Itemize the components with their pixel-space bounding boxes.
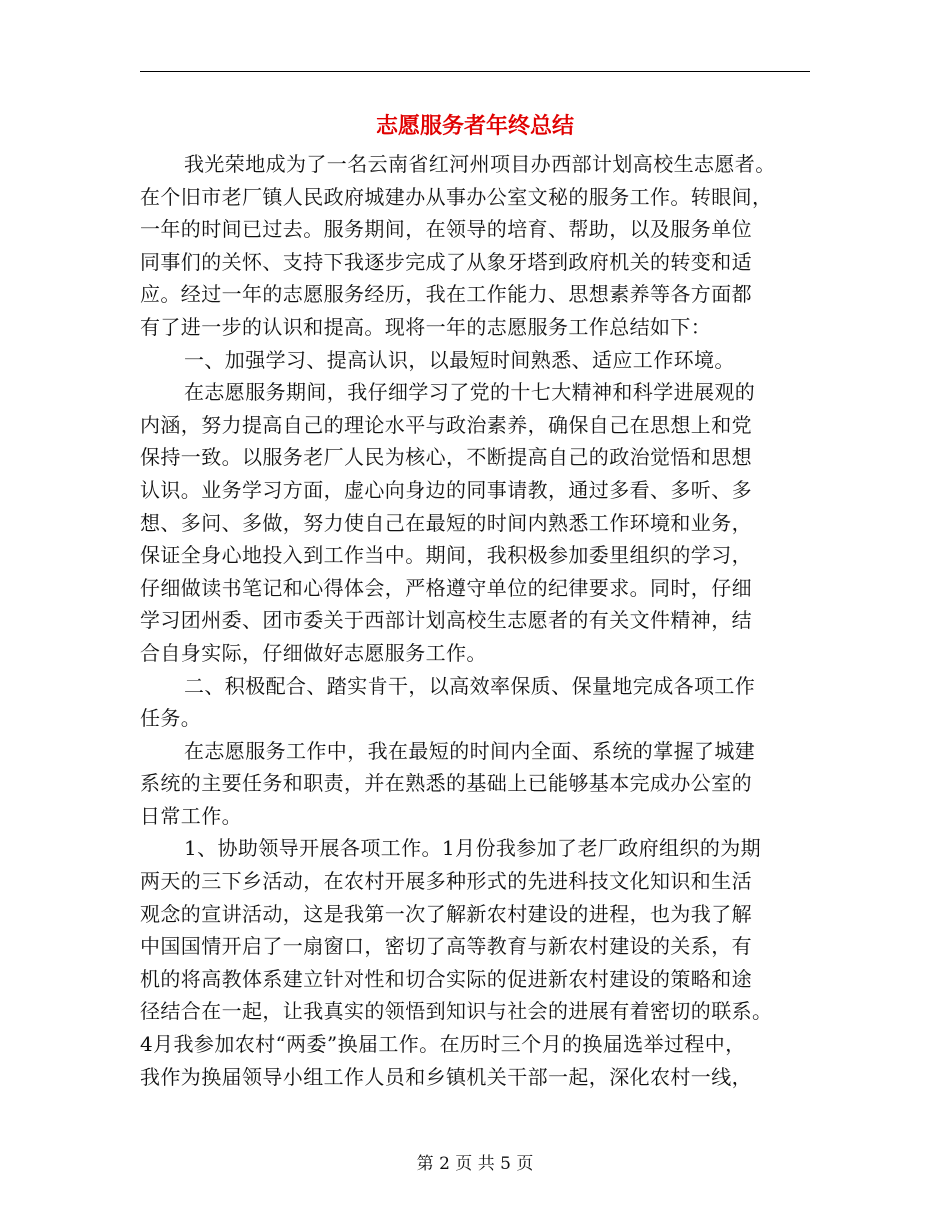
body-line: 中国国情开启了一扇窗口，密切了高等教育与新农村建设的关系，有 [140, 934, 752, 959]
body-line: 认识。业务学习方面，虚心向身边的同事请教，通过多看、多听、多 [140, 477, 752, 502]
body-line: 我作为换届领导小组工作人员和乡镇机关干部一起，深化农村一线， [140, 1064, 752, 1089]
header-rule [140, 71, 810, 72]
body-line: 机的将高教体系建立针对性和切合实际的促进新农村建设的策略和途 [140, 966, 752, 991]
body-line: 在志愿服务工作中，我在最短的时间内全面、系统的掌握了城建 [184, 738, 756, 763]
body-line: 日常工作。 [140, 803, 242, 828]
body-line: 有了进一步的认识和提高。现将一年的志愿服务工作总结如下： [140, 314, 712, 339]
document-title: 志愿服务者年终总结 [375, 113, 574, 139]
document-body [140, 148, 815, 1093]
body-line: 想、多问、多做，努力使自己在最短的时间内熟悉工作环境和业务， [140, 510, 752, 535]
body-line: 在志愿服务期间，我仔细学习了党的十七大精神和科学进展观的 [184, 380, 756, 405]
body-line: 仔细做读书笔记和心得体会，严格遵守单位的纪律要求。同时，仔细 [140, 575, 752, 600]
body-line: 我光荣地成为了一名云南省红河州项目办西部计划高校生志愿者。 [184, 152, 776, 176]
body-line: 保持一致。以服务老厂人民为核心，不断提高自己的政治觉悟和思想 [140, 445, 752, 470]
body-line: 学习团州委、团市委关于西部计划高校生志愿者的有关文件精神，结 [140, 608, 752, 633]
body-line: 在个旧市老厂镇人民政府城建办从事办公室文秘的服务工作。转眼间， [140, 184, 773, 209]
body-line: 1、协助领导开展各项工作。1月份我参加了老厂政府组织的为期 [184, 836, 762, 861]
body-line: 4月我参加农村“两委”换届工作。在历时三个月的换届选举过程中， [140, 1032, 746, 1057]
body-line: 合自身实际，仔细做好志愿服务工作。 [140, 640, 487, 665]
body-line: 内涵，努力提高自己的理论水平与政治素养，确保自己在思想上和党 [140, 412, 752, 437]
page-footer: 第 2 页 共 5 页 [416, 1154, 534, 1174]
body-line: 观念的宣讲活动，这是我第一次了解新农村建设的进程，也为我了解 [140, 901, 752, 926]
body-line: 径结合在一起，让我真实的领悟到知识与社会的进展有着密切的联系。 [140, 999, 773, 1024]
body-line: 应。经过一年的志愿服务经历，我在工作能力、思想素养等各方面都 [140, 282, 752, 307]
body-line: 二、积极配合、踏实肯干，以高效率保质、保量地完成各项工作 [184, 673, 756, 698]
body-line: 两天的三下乡活动，在农村开展多种形式的先进科技文化知识和生活 [140, 869, 752, 894]
body-line: 系统的主要任务和职责，并在熟悉的基础上已能够基本完成办公室的 [140, 771, 752, 796]
body-line: 一年的时间已过去。服务期间，在领导的培育、帮助，以及服务单位 [140, 217, 752, 242]
body-line: 同事们的关怀、支持下我逐步完成了从象牙塔到政府机关的转变和适 [140, 249, 752, 274]
body-line: 保证全身心地投入到工作当中。期间，我积极参加委里组织的学习， [140, 543, 752, 568]
body-line: 一、加强学习、提高认识，以最短时间熟悉、适应工作环境。 [184, 347, 735, 372]
body-line: 任务。 [140, 706, 202, 731]
